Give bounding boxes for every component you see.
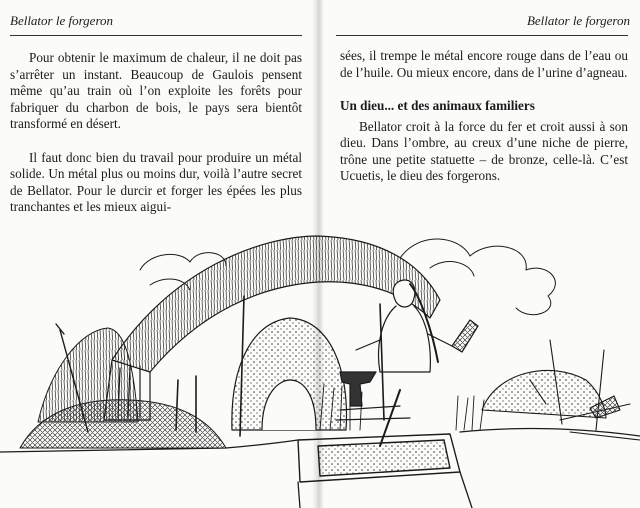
paragraph: Pour obtenir le maximum de chaleur, il ne doit pas s’arrêter un instant. Beaucoup de Gaulois pensent même qu’au train où l’on exploite les forêts pour fabriquer du charbon de bois, le pays sera bientôt transformé en désert. xyxy=(10,50,302,131)
blacksmith-figure xyxy=(356,280,478,372)
header-rule-right xyxy=(336,35,628,36)
section-heading: Un dieu... et des animaux familiers xyxy=(340,98,535,113)
forge-illustration xyxy=(0,200,640,508)
left-text-column xyxy=(10,50,302,216)
paragraph: Bellator croit à la force du fer et croit aussi à son dieu. Dans l’ombre, au creux d’une niche de pierre, trône une petite statuette – de bronze, celle-là. C’est Ucuetis, le dieu des forgerons. xyxy=(340,118,628,183)
running-head-left: Bellator le forgeron xyxy=(10,13,114,28)
header-rule-left xyxy=(10,35,302,36)
right-text-column xyxy=(340,48,628,185)
running-head-right: Bellator le forgeron xyxy=(526,13,630,28)
paragraph: Il faut donc bien du travail pour produire un métal solide. Un métal plus ou moins dur, voilà l’autre secret de Bellator. Pour le durcir et forger les épées les plus tranchantes et les mieux aigui- xyxy=(10,149,302,214)
clay-oven xyxy=(232,318,347,430)
continuation-paragraph: sées, il trempe le métal encore rouge dans de l’eau ou de l’huile. Ou mieux encore, dans de l’urine d’agneau. xyxy=(340,48,628,80)
right-mound xyxy=(482,340,640,440)
